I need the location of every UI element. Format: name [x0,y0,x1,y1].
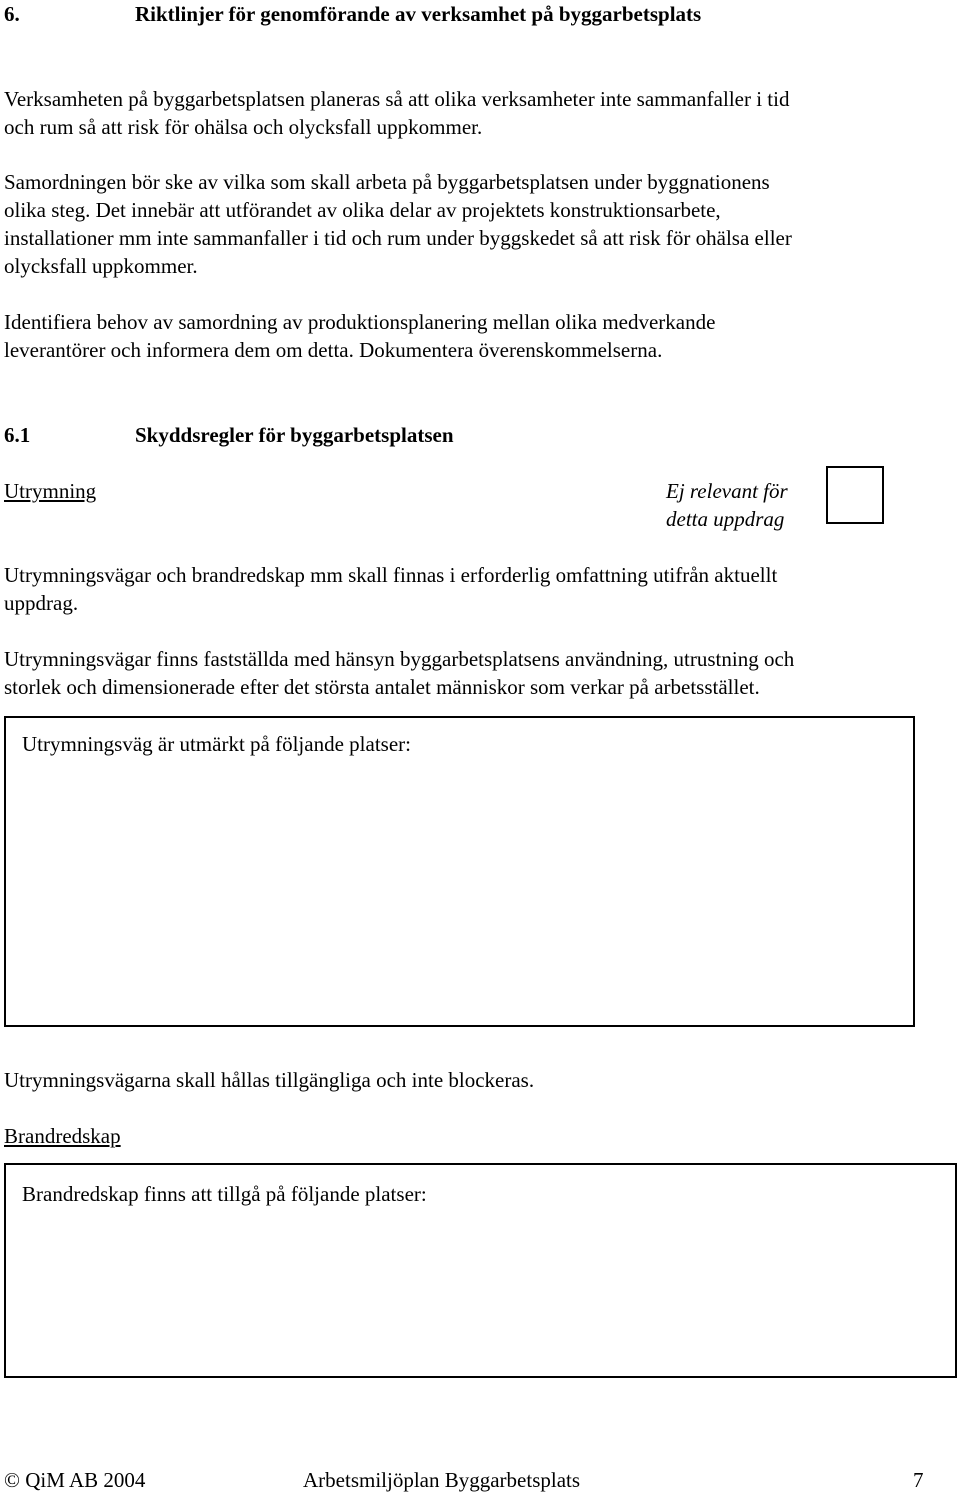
footer-page-number: 7 [913,1468,924,1492]
subsection-title: Skyddsregler för byggarbetsplatsen [135,423,454,447]
utrymningsvag-box-label: Utrymningsväg är utmärkt på följande platser: [22,732,411,756]
not-relevant-checkbox[interactable] [826,466,884,524]
brandredskap-input-box[interactable] [4,1163,957,1378]
utrymning-heading: Utrymning [4,479,97,503]
footer-copyright: © QiM AB 2004 [4,1468,146,1492]
footer-doc-title: Arbetsmiljöplan Byggarbetsplats [303,1468,581,1492]
section-number: 6. [4,2,20,26]
intro-paragraph-2: Samordningen bör ske av vilka som skall arbeta på byggarbetsplatsen under byggnationens olika steg. Det innebär att utförandet av olika delar av projektets konstruktionsarbete, installationer mm inte sammanfaller i tid och rum under byggskedet så att risk för ohälsa eller olycksfall uppkommer. [4,170,792,278]
not-relevant-label: Ej relevant för detta uppdrag [666,479,788,531]
intro-paragraph-1: Verksamheten på byggarbetsplatsen planeras så att olika verksamheter inte sammanfaller i tid och rum så att risk för ohälsa och olycksfall uppkommer. [4,87,790,139]
utrymningsvag-input-box[interactable] [4,716,915,1027]
utrymning-paragraph-2: Utrymningsvägar finns fastställda med hänsyn byggarbetsplatsens användning, utrustning och storlek och dimensionerade efter det största antalet människor som verkar på arbetsstället. [4,647,795,699]
brandredskap-box-label: Brandredskap finns att tillgå på följande platser: [22,1182,427,1206]
brandredskap-heading: Brandredskap [4,1124,121,1148]
utrymning-after-box: Utrymningsvägarna skall hållas tillgängliga och inte blockeras. [4,1068,535,1092]
intro-paragraph-3: Identifiera behov av samordning av produktionsplanering mellan olika medverkande leverantörer och informera dem om detta. Dokumentera överenskommelserna. [4,310,716,362]
section-title: Riktlinjer för genomförande av verksamhet på byggarbetsplats [135,2,702,26]
utrymning-paragraph-1: Utrymningsvägar och brandredskap mm skall finnas i erforderlig omfattning utifrån aktuellt uppdrag. [4,563,778,615]
subsection-number: 6.1 [4,423,31,447]
